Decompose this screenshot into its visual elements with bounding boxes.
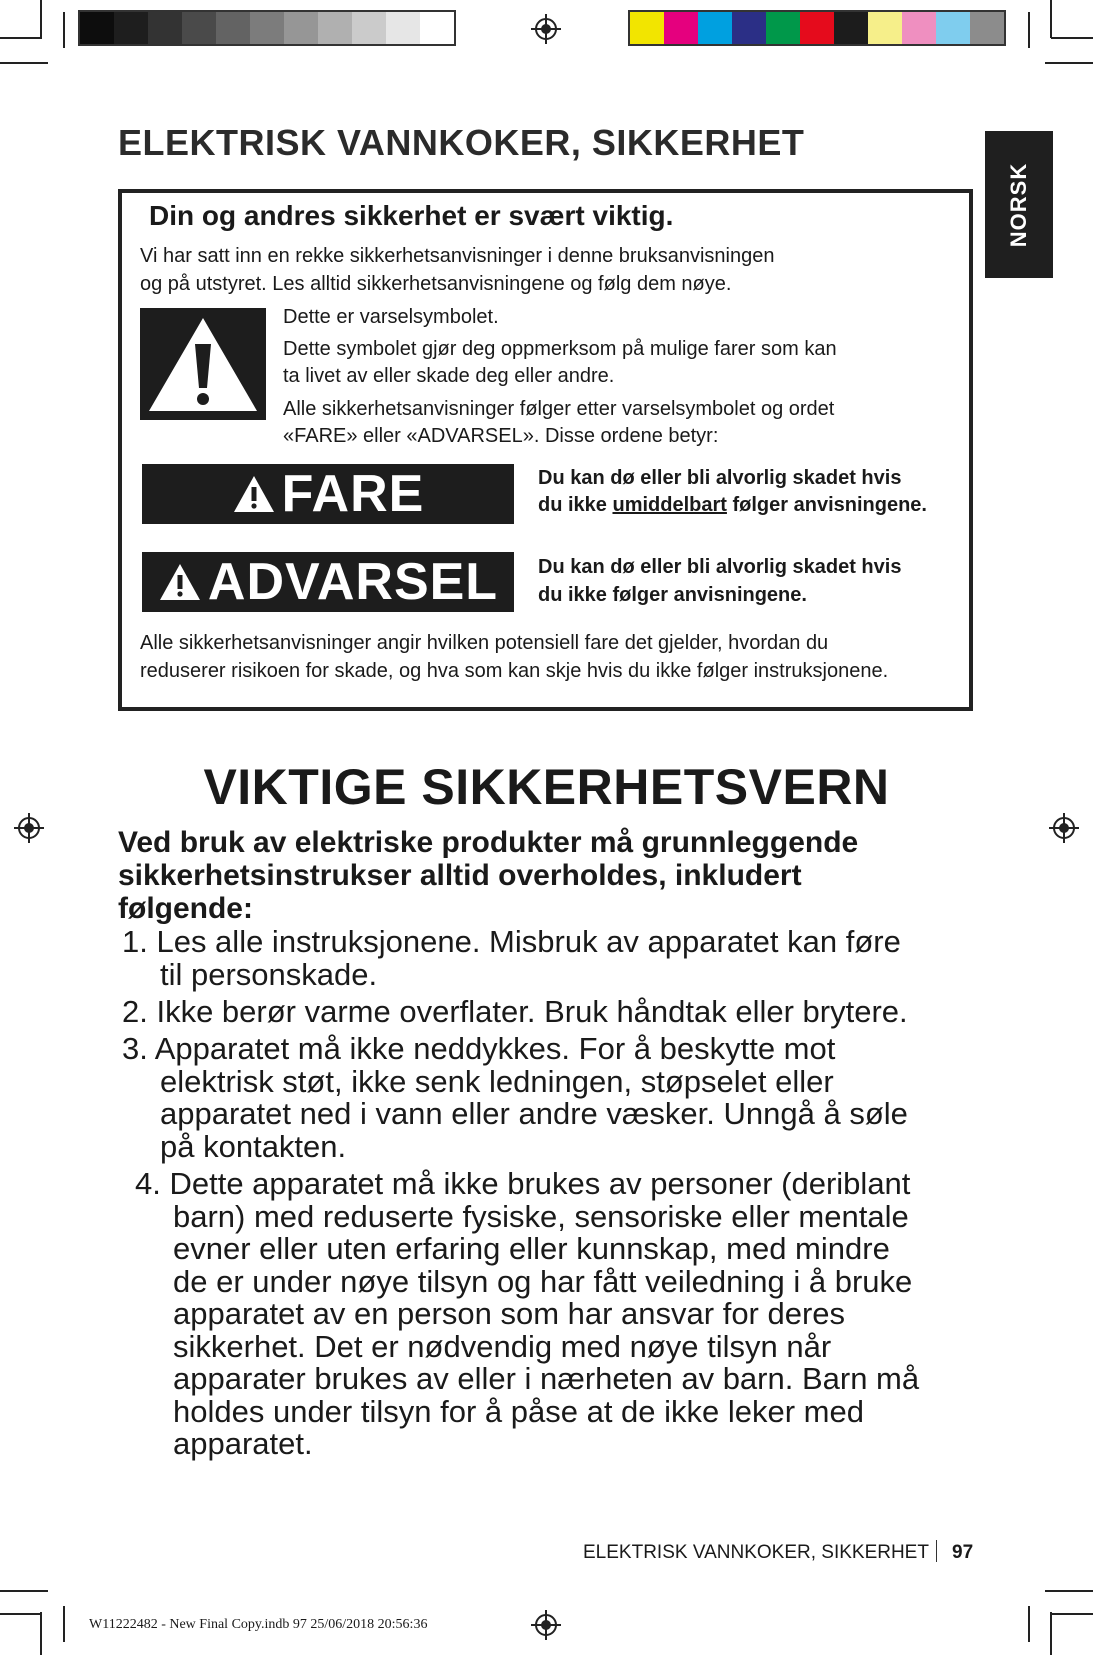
registration-mark-icon	[1049, 813, 1079, 843]
warning-description-line: Du kan dø eller bli alvorlig skadet hvis	[538, 556, 902, 578]
color-swatch	[800, 12, 834, 44]
crop-mark	[0, 37, 42, 39]
crop-mark	[63, 12, 65, 48]
closing-line: reduserer risikoen for skade, og hva som kan skje hvis du ikke følger instruksjonene.	[140, 660, 889, 682]
crop-mark	[40, 1612, 42, 1655]
list-item-line: elektrisk støt, ikke senk ledningen, støpselet eller	[160, 1064, 834, 1099]
danger-signal-panel	[142, 464, 514, 524]
color-swatch	[936, 12, 970, 44]
list-item-line: holdes under tilsyn for å påse at de ikke leker med	[173, 1394, 864, 1429]
color-swatch	[732, 12, 766, 44]
crop-mark	[0, 1590, 48, 1592]
crop-mark	[1045, 62, 1093, 64]
process-color-bar	[628, 10, 1006, 46]
list-item-line: 4. Dette apparatet må ikke brukes av personer (deriblant	[135, 1166, 911, 1201]
color-swatch	[386, 12, 420, 44]
list-item-line: barn) med reduserte fysiske, sensoriske eller mentale	[173, 1199, 909, 1234]
crop-mark	[1045, 1590, 1093, 1592]
list-item-line: 3. Apparatet må ikke neddykkes. For å beskytte mot	[122, 1031, 836, 1066]
crop-mark	[1050, 0, 1052, 38]
color-swatch	[148, 12, 182, 44]
closing-line: Alle sikkerhetsanvisninger angir hvilken potensiell fare det gjelder, hvordan du	[140, 632, 829, 654]
danger-description-line	[538, 494, 927, 517]
color-swatch	[664, 12, 698, 44]
warning-triangle-icon	[232, 474, 276, 514]
color-swatch	[352, 12, 386, 44]
danger-description-text: følger anvisningene.	[726, 494, 927, 516]
crop-mark	[40, 0, 42, 38]
color-swatch	[114, 12, 148, 44]
color-swatch	[420, 12, 454, 44]
list-item-line: 2. Ikke berør varme overflater. Bruk håndtak eller brytere.	[122, 994, 908, 1029]
registration-mark-icon	[531, 1610, 561, 1640]
color-swatch	[868, 12, 902, 44]
color-swatch	[318, 12, 352, 44]
symbol-text-line: Dette symbolet gjør deg oppmerksom på mulige farer som kan	[283, 338, 837, 360]
crop-mark	[1051, 1613, 1093, 1615]
intro-line: og på utstyret. Les alltid sikkerhetsanvisningene og følg dem nøye.	[140, 273, 732, 295]
safety-box-heading: Din og andres sikkerhet er svært viktig.	[149, 200, 674, 231]
warning-description-line: du ikke følger anvisningene.	[538, 584, 807, 606]
list-item-line: på kontakten.	[160, 1129, 347, 1164]
crop-mark	[0, 62, 48, 64]
danger-emphasis-text: umiddelbart	[612, 494, 727, 516]
warning-signal-word: ADVARSEL	[207, 553, 499, 611]
color-swatch	[766, 12, 800, 44]
list-item-line: apparatet av en person som har ansvar for deres	[173, 1296, 846, 1331]
list-item-line: til personskade.	[160, 957, 378, 992]
list-item-line: apparatet.	[173, 1426, 313, 1461]
list-item-line: de er under nøye tilsyn og har fått veiledning i å bruke	[173, 1264, 913, 1299]
color-swatch	[284, 12, 318, 44]
section-title: ELEKTRISK VANNKOKER, SIKKERHET	[118, 122, 805, 163]
color-swatch	[970, 12, 1004, 44]
crop-mark	[63, 1606, 65, 1642]
warning-signal-panel	[142, 552, 514, 612]
color-swatch	[80, 12, 114, 44]
list-item-line: 1. Les alle instruksjonene. Misbruk av apparatet kan føre	[122, 924, 901, 959]
crop-mark	[1028, 12, 1030, 48]
crop-mark	[1051, 37, 1093, 39]
list-item-line: apparater brukes av eller i nærheten av barn. Barn må	[173, 1361, 920, 1396]
list-item-line: sikkerhet. Det er nødvendig med nøye tilsyn når	[173, 1329, 832, 1364]
list-item-line: apparatet ned i vann eller andre væsker. Unngå å søle	[160, 1096, 908, 1131]
language-tab-label: NORSK	[1006, 162, 1031, 247]
color-swatch	[182, 12, 216, 44]
lead-line: Ved bruk av elektriske produkter må grunnleggende	[118, 826, 859, 859]
danger-description-text: du ikke	[538, 494, 613, 516]
grayscale-color-bar	[78, 10, 456, 46]
crop-mark	[1050, 1612, 1052, 1655]
main-title: VIKTIGE SIKKERHETSVERN	[203, 759, 890, 815]
color-swatch	[902, 12, 936, 44]
symbol-text-line: Dette er varselsymbolet.	[283, 306, 499, 328]
warning-symbol-icon	[140, 308, 266, 420]
crop-mark	[1028, 1606, 1030, 1642]
intro-line: Vi har satt inn en rekke sikkerhetsanvisninger i denne bruksanvisningen	[140, 245, 775, 267]
color-swatch	[698, 12, 732, 44]
danger-signal-word: FARE	[281, 465, 425, 523]
crop-mark	[0, 1613, 42, 1615]
list-item-line: evner eller uten erfaring eller kunnskap, med mindre	[173, 1231, 890, 1266]
lead-line: følgende:	[118, 892, 253, 925]
symbol-text-line: ta livet av eller skade deg eller andre.	[283, 365, 615, 387]
footer-title: ELEKTRISK VANNKOKER, SIKKERHET	[583, 1542, 929, 1563]
warning-triangle-icon	[158, 562, 202, 602]
footer-divider	[936, 1540, 937, 1562]
color-swatch	[250, 12, 284, 44]
print-slug: W11222482 - New Final Copy.indb 97 25/06/2018 20:56:36	[89, 1617, 428, 1632]
lead-line: sikkerhetsinstrukser alltid overholdes, inkludert	[118, 859, 802, 892]
danger-description-line: Du kan dø eller bli alvorlig skadet hvis	[538, 467, 902, 489]
color-swatch	[630, 12, 664, 44]
page-number: 97	[952, 1542, 974, 1563]
symbol-text-line: Alle sikkerhetsanvisninger følger etter varselsymbolet og ordet	[283, 398, 835, 420]
symbol-text-line: «FARE» eller «ADVARSEL». Disse ordene betyr:	[283, 425, 719, 447]
color-swatch	[216, 12, 250, 44]
registration-mark-icon	[531, 14, 561, 44]
registration-mark-icon	[14, 813, 44, 843]
language-tab	[985, 131, 1053, 278]
color-swatch	[834, 12, 868, 44]
